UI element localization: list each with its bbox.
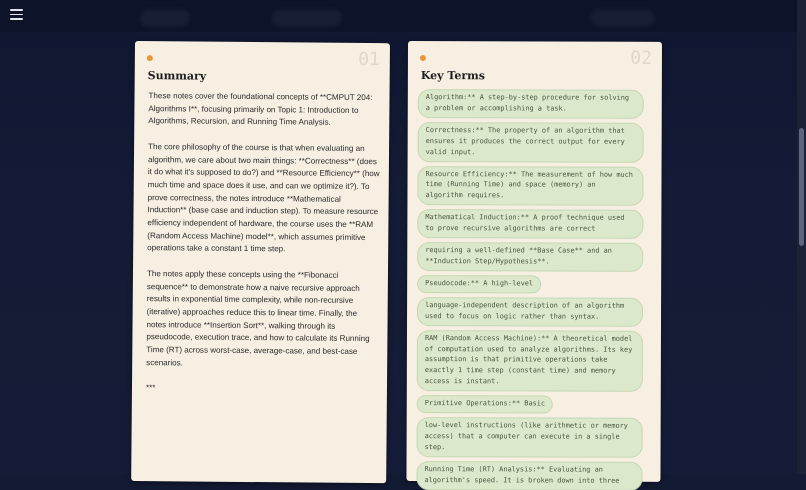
- key-term-pill: Correctness:** The property of an algorithm that ensures it produces the correct output for every valid input.: [418, 122, 644, 163]
- scrollbar-thumb[interactable]: [799, 128, 804, 246]
- pin-dot: [420, 55, 426, 61]
- blurred-nav-item: [272, 9, 342, 27]
- key-term-pill: Mathematical Induction:** A proof technique used to prove recursive algorithms are correct: [417, 209, 643, 239]
- key-terms-card: [406, 41, 662, 485]
- blurred-nav-item: [140, 9, 190, 27]
- key-terms-list: [416, 89, 645, 490]
- summary-paragraph: These notes cover the foundational concepts of **CMPUT 204: Algorithms I**, focusing primarily on Topic 1: Introduction to Algorithms, Recursion, and Running Time Analysis.: [148, 91, 373, 128]
- key-term-pill: Resource Efficiency:** The measurement of how much time (Running Time) and space (memory) an algorithm requires.: [417, 166, 643, 207]
- scrollbar-track[interactable]: [797, 0, 806, 474]
- key-term-pill: low-level instructions (like arithmetic or memory access) that a computer can execute in a single step.: [417, 417, 643, 458]
- summary-paragraph: ***: [145, 383, 156, 393]
- card-title: Key Terms: [420, 69, 485, 83]
- summary-body: [146, 90, 381, 410]
- key-term-pill: Running Time (RT) Analysis:** Evaluating an algorithm's speed. It is broken down into three: [416, 461, 642, 490]
- summary-paragraph: The notes apply these concepts using the **Fibonacci sequence** to demonstrate how a naive recursive approach results in exponential time complexity, while non-recursive (iterative) approaches reduce this to linear time. Finally, the notes introduce **Insertion Sort**, walking through its pseudocode, execution trace, and how to calculate its Running Time (RT) across worst-case, average-case, and best-case scenarios.: [146, 268, 370, 368]
- key-term-pill: Pseudocode:** A high-level: [417, 275, 541, 293]
- key-term-pill: Algorithm:** A step-by-step procedure for solving a problem or accomplishing a task.: [418, 89, 644, 119]
- key-term-pill: language-independent description of an algorithm used to focus on logic rather than syntax.: [417, 297, 643, 327]
- card-number: 02: [630, 47, 652, 69]
- hamburger-menu-icon[interactable]: [10, 9, 23, 20]
- blurred-nav-item: [590, 9, 655, 27]
- card-title: Summary: [147, 69, 207, 83]
- key-term-pill: RAM (Random Access Machine):** A theoretical model of computation used to analyze algorithms. Its key assumption is that primitive operations take exactly 1 time step (constant time) and memory access is instant.: [417, 330, 643, 392]
- key-term-pill: requiring a well-defined **Base Case** and an **Induction Step/Hypothesis**.: [417, 242, 643, 272]
- key-term-pill: Primitive Operations:** Basic: [417, 395, 553, 413]
- summary-card: [131, 41, 390, 483]
- top-bar: [0, 0, 806, 32]
- pin-dot: [147, 55, 153, 61]
- summary-paragraph: The core philosophy of the course is that when evaluating an algorithm, we care about two main things: **Correctness** (does it do what it's supposed to do?) and **Resource Efficiency** (how much time and space does it use, and can we optimize it?). To prove correctness, the notes introduce **Mathematical Induction** (base case and induction step). To measure resource efficiency independent of hardware, the course uses the **RAM (Random Access Machine) model**, which assumes primitive operations take a constant 1 time step.: [147, 141, 380, 254]
- card-number: 01: [358, 48, 380, 71]
